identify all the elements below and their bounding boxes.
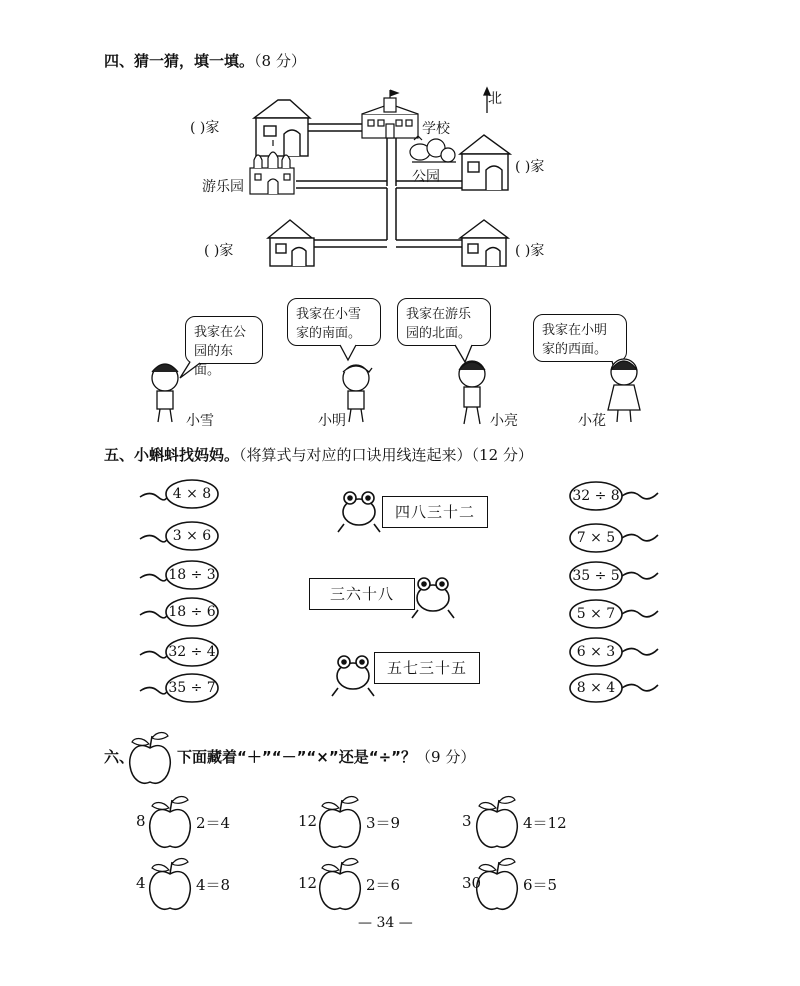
page-number: — 34 — (358, 915, 413, 931)
left-tadpole-4[interactable]: 18 ÷ 6 (168, 604, 216, 620)
eq-r2c2-b: 2＝6 (366, 876, 401, 894)
section6-heading: 下面藏着“＋”“－”“×”还是“÷”？（9 分） (177, 748, 476, 766)
section4-heading: 四、猜一猜，填一填。（8 分） (104, 52, 306, 70)
kid-name-xiaohua: 小花 (578, 413, 606, 429)
apple-icon-r1c1 (150, 797, 191, 848)
right-tadpole-5[interactable]: 6 × 3 (576, 644, 616, 660)
amusement-park-label: 游乐园 (202, 179, 244, 195)
kid-name-xiaoliang: 小亮 (490, 413, 518, 429)
north-label: 北 (488, 91, 502, 107)
eq-r1c1-a: 8 (136, 812, 146, 830)
eq-r2c1-b: 4＝8 (196, 876, 231, 894)
kid-name-xiaoming: 小明 (318, 413, 346, 429)
heading-apple-icon (130, 733, 171, 784)
frog-box-2[interactable]: 三六十八 (309, 578, 415, 610)
eq-r2c3-a: 30 (462, 874, 482, 892)
blank-home-top-left[interactable]: ( )家 (190, 120, 220, 136)
blank-home-bottom-right[interactable]: ( )家 (515, 243, 545, 259)
right-tadpole-3[interactable]: 35 ÷ 5 (572, 568, 620, 584)
speech-bubble-xiaoming: 我家在小雪 家的南面。 (287, 298, 381, 346)
eq-r2c3-b: 6＝5 (523, 876, 558, 894)
eq-r1c2-b: 3＝9 (366, 814, 401, 832)
eq-r1c1-b: 2＝4 (196, 814, 231, 832)
park-label: 公园 (412, 169, 440, 185)
blank-home-bottom-left[interactable]: ( )家 (204, 243, 234, 259)
apple-icon-r2c1 (150, 859, 191, 910)
left-tadpole-1[interactable]: 4 × 8 (172, 486, 212, 502)
school-label: 学校 (422, 121, 450, 137)
left-tadpole-5[interactable]: 32 ÷ 4 (168, 644, 216, 660)
speech-bubble-xiaoxue: 我家在公 园的东面。 (185, 316, 263, 364)
section6-num: 六、 (104, 748, 135, 766)
right-tadpole-1[interactable]: 32 ÷ 8 (572, 488, 620, 504)
kid-name-xiaoxue: 小雪 (186, 413, 214, 429)
left-tadpole-6[interactable]: 35 ÷ 7 (168, 680, 216, 696)
speech-bubble-xiaohua: 我家在小明 家的西面。 (533, 314, 627, 362)
eq-r1c3-a: 3 (462, 812, 472, 830)
eq-r1c3-b: 4＝12 (523, 814, 567, 832)
apple-icon-r2c2 (320, 859, 361, 910)
eq-r1c2-a: 12 (298, 812, 318, 830)
frog-box-1[interactable]: 四八三十二 (382, 496, 488, 528)
speech-bubble-xiaoliang: 我家在游乐 园的北面。 (397, 298, 491, 346)
right-tadpole-4[interactable]: 5 × 7 (576, 606, 616, 622)
blank-home-right[interactable]: ( )家 (515, 159, 545, 175)
left-tadpole-3[interactable]: 18 ÷ 3 (168, 567, 216, 583)
eq-r2c2-a: 12 (298, 874, 318, 892)
section5-heading: 五、小蝌蚪找妈妈。（将算式与对应的口诀用线连起来）（12 分） (104, 446, 533, 464)
right-tadpole-2[interactable]: 7 × 5 (576, 530, 616, 546)
left-tadpole-2[interactable]: 3 × 6 (172, 528, 212, 544)
apple-icon-r1c2 (320, 797, 361, 848)
eq-r2c1-a: 4 (136, 874, 146, 892)
apple-icon-r1c3 (477, 797, 518, 848)
right-tadpole-6[interactable]: 8 × 4 (576, 680, 616, 696)
apple-icon-r2c3 (477, 859, 518, 910)
frog-box-3[interactable]: 五七三十五 (374, 652, 480, 684)
